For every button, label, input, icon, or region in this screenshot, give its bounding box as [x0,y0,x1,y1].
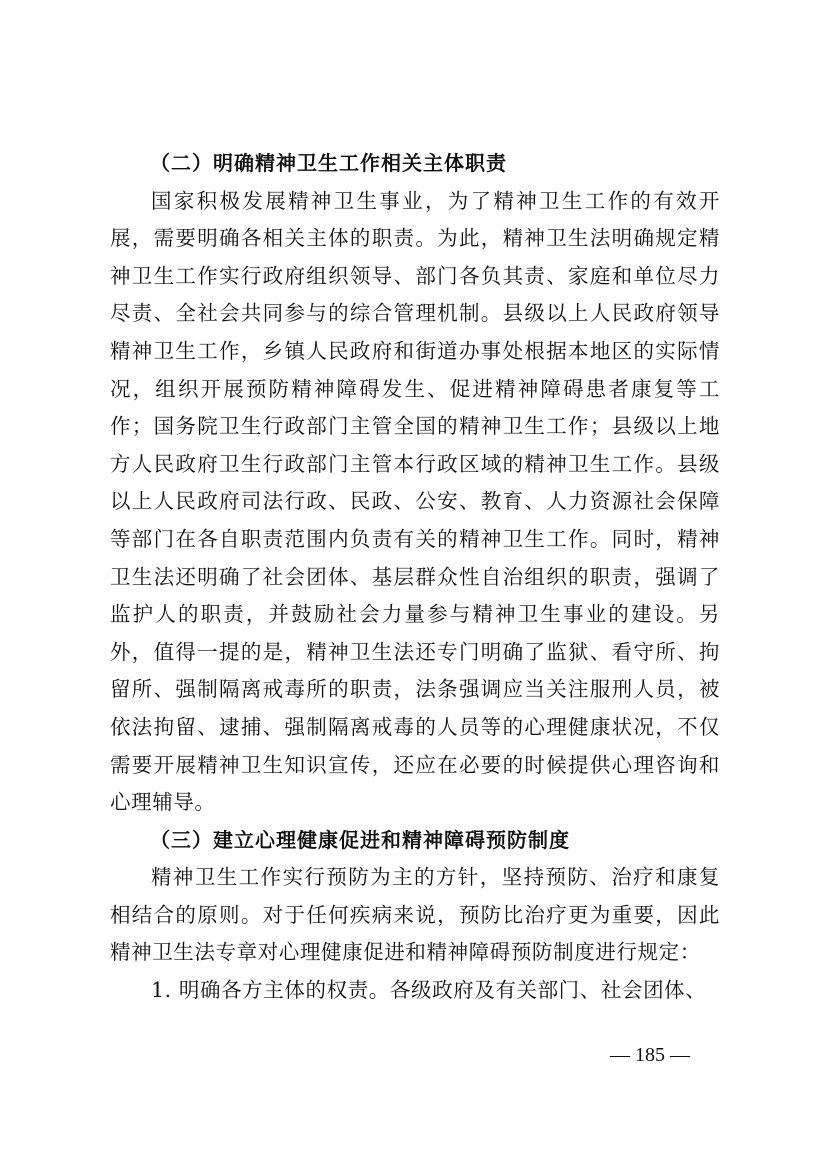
section-paragraph-2: 国家积极发展精神卫生事业，为了精神卫生工作的有效开展，需要明确各相关主体的职责。为此，精神卫生法明确规定精神卫生工作实行政府组织领导、部门各负其责、家庭和单位尽力尽责、全社会共同参与的综合管理机制。县级以上人民政府领导精神卫生工作，乡镇人民政府和街道办事处根据本地区的实际情况，组织开展预防精神障碍发生、促进精神障碍患者康复等工作；国务院卫生行政部门主管全国的精神卫生工作；县级以上地方人民政府卫生行政部门主管本行政区域的精神卫生工作。县级以上人民政府司法行政、民政、公安、教育、人力资源社会保障等部门在各自职责范围内负责有关的精神卫生工作。同时，精神卫生法还明确了社会团体、基层群众性自治组织的职责，强调了监护人的职责，并鼓励社会力量参与精神卫生事业的建设。另外，值得一提的是，精神卫生法还专门明确了监狱、看守所、拘留所、强制隔离戒毒所的职责，法条强调应当关注服刑人员，被依法拘留、逮捕、强制隔离戒毒的人员等的心理健康状况，不仅需要开展精神卫生知识宣传，还应在必要的时候提供心理咨询和心理辅导。 [110,188,720,815]
page-number: — 185 — [610,1044,690,1066]
section-heading-2: （二）明确精神卫生工作相关主体职责 [150,151,507,175]
page-content [110,145,720,1010]
section-paragraph-3: 精神卫生工作实行预防为主的方针，坚持预防、治疗和康复相结合的原则。对于任何疾病来说，预防比治疗更为重要，因此精神卫生法专章对心理健康促进和精神障碍预防制度进行规定： [110,865,720,965]
list-item-1: 1. 明确各方主体的权责。各级政府及有关部门、社会团体、 [151,978,707,1003]
section-heading-3: （三）建立心理健康促进和精神障碍预防制度 [150,827,570,852]
